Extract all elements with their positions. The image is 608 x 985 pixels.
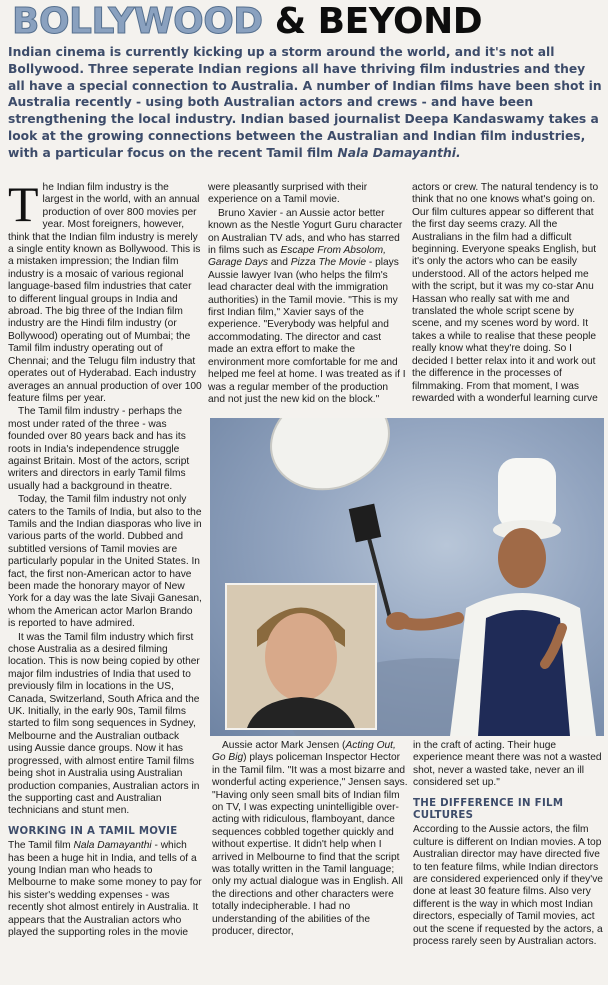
article-column-3 (412, 182, 604, 412)
paragraph: The Indian film industry is the largest in the world, with an annual production of over 800 movies per year. Most foreigners, however, think that the Indian film industry is merely a single entity known as Bollywood. This is a mistaken impression; the Indian film industry is a mosaic of various regional language-based film industries that cater to different lingual groups in India and abroad. The big three of the Indian film industry are the Hindi film industry (or Bollywood) operating out of Mumbai; the Tamil film industry operating out of Chennai; and the Telugu film industry that operates out of Hyderabad. Each industry averages an annual production of over 100 feature films per year. (8, 182, 202, 404)
title-part-bollywood: BOLLYWOOD (12, 1, 263, 42)
intro-standfirst (8, 44, 604, 172)
drop-cap: T (8, 182, 39, 232)
paragraph: The Tamil film Nala Damayanthi - which has been a huge hit in India, and tells of a young Indian man who heads to Melbourne to make some money to pay for his sister's wedding expenses - was recently shot almost entirely in Australia. It appears that the Australian actors who played the supporting roles in the movie (8, 840, 202, 938)
intro-text: Indian cinema is currently kicking up a storm around the world, and it's not all Bollywood. Three seperate Indian regions all have thriving film industries and they all have a special connection to Australia. A number of Indian films have been shot in Australia recently - using both Australian actors and crews - and have been strengthening the local industry. Indian based journalist Deepa Kandaswamy takes a look at the growing connections between the Australian and Indian film industries, with a particular focus on the recent Tamil film (8, 45, 602, 160)
paragraph: Today, the Tamil film industry not only caters to the Tamils of India, but also to the Tamils and the Indian diasporas who live in various parts of the world. Dubbed and subtitled versions of Tamil movies are particularly popular in the United States. In fact, the first non-American actor to have been made the honorary mayor of New York for a day was the late Sivaji Ganesan, whom the American actor Marlon Brando is reported to have admired. (8, 494, 202, 630)
article-column-3b (413, 740, 605, 980)
paragraph: It was the Tamil film industry which first chose Australia as a desired filming location. This is now being copied by other major film industries of India that used to previously film in locations in the US, Canada, Switzerland, South Africa and the UK. Initially, in the early 90s, Tamil films started to film song sequences in Sydney, Melbourne and the Australian outback using Aussie dance groups. Now it has progressed, with almost entire Tamil films being shot in Australia using Australian production companies, Australian actors in the supporting cast and Australian technicians and stunt men. (8, 631, 200, 817)
portrait-illustration (227, 585, 375, 728)
article-column-2b (212, 740, 408, 980)
paragraph: in the craft of acting. Their huge experience meant there was not a wasted shot, never a wasted take, never an ill considered set up." (413, 740, 602, 789)
article-column-2 (208, 182, 406, 412)
subheading-working-in-tamil-movie: WORKING IN A TAMIL MOVIE (8, 825, 178, 837)
article-column-1 (8, 182, 202, 980)
paragraph: According to the Aussie actors, the film culture is different on Indian movies. A top Australian director may have directed five to ten feature films, while Indian directors are considered experienced only if they've done at least 30 feature films. Also very different is the way in which most Indian directors, especially of Tamil movies, act out the scene if requested by the actors, a process rarely seen by Australian actors. (413, 824, 603, 948)
photo-portrait-actor (225, 583, 377, 730)
title-part-beyond: & BEYOND (274, 1, 483, 42)
subheading-difference-in-film-cultures: THE DIFFERENCE IN FILM CULTURES (413, 797, 564, 822)
paragraph: were pleasantly surprised with their experience on a Tamil movie. (208, 182, 368, 206)
paragraph: Bruno Xavier - an Aussie actor better known as the Nestle Yogurt Guru character on Australian TV ads, and who has starred in films such as Escape From Absolom, Garage Days and Pizza The Movie - plays Aussie lawyer Ivan (who helps the film's lead character deal with the immigration authorities) in the Tamil movie. "This is my first Indian film," Xavier says of the experience. "Everybody was helpful and accommodating. The director and cast made an extra effort to make the environment more comfortable for me and helped me feel at home. I was treated as if I was a regular member of the production and not just the new kid on the block." (208, 207, 406, 405)
paragraph: Aussie actor Mark Jensen (Acting Out, Go Big) plays policeman Inspector Hector in the Tamil film. "It was a most bizarre and wonderful acting experience," Jensen says. "Having only seen small bits of Indian film on TV, I was expecting unintelligible over-acting with ridiculous, flamboyant, dance sequences cobbled together quickly and without expertise. It didn't help when I arrived in Melbourne to find that the script was totally written in the Tamil language; only my actual dialogue was in English. All the directions and other characters were totally indecipherable. I had no understanding of the abilities of the producer, director, (212, 740, 408, 938)
page-title (12, 2, 602, 42)
paragraph: actors or crew. The natural tendency is to think that no one knows what's going on. Our film cultures appear so different that the first day seems crazy. All the Australians in the film had a difficult beginning. Everyone speaks English, but it's only the actors who can be easily understood. All of the actors helped me with the script, but it was my co-star Anu Hassan who really sat with me and translated the whole script scene by scene, and my scenes word by word. It takes a while to realise that these people really know what they're doing. So I decided I better relax into it and work out the difference in the processes of filmmaking. From that moment, I was rewarded with a wonderful learning curve (412, 182, 599, 404)
intro-film-title: Nala Damayanthi. (337, 145, 461, 160)
paragraph: The Tamil film industry - perhaps the most under rated of the three - was founded over 80 years back and has its roots in India's independence struggle against Britain. Most of the actors, script writers and directors in early Tamil films usually had a background in theatre. (8, 406, 190, 492)
